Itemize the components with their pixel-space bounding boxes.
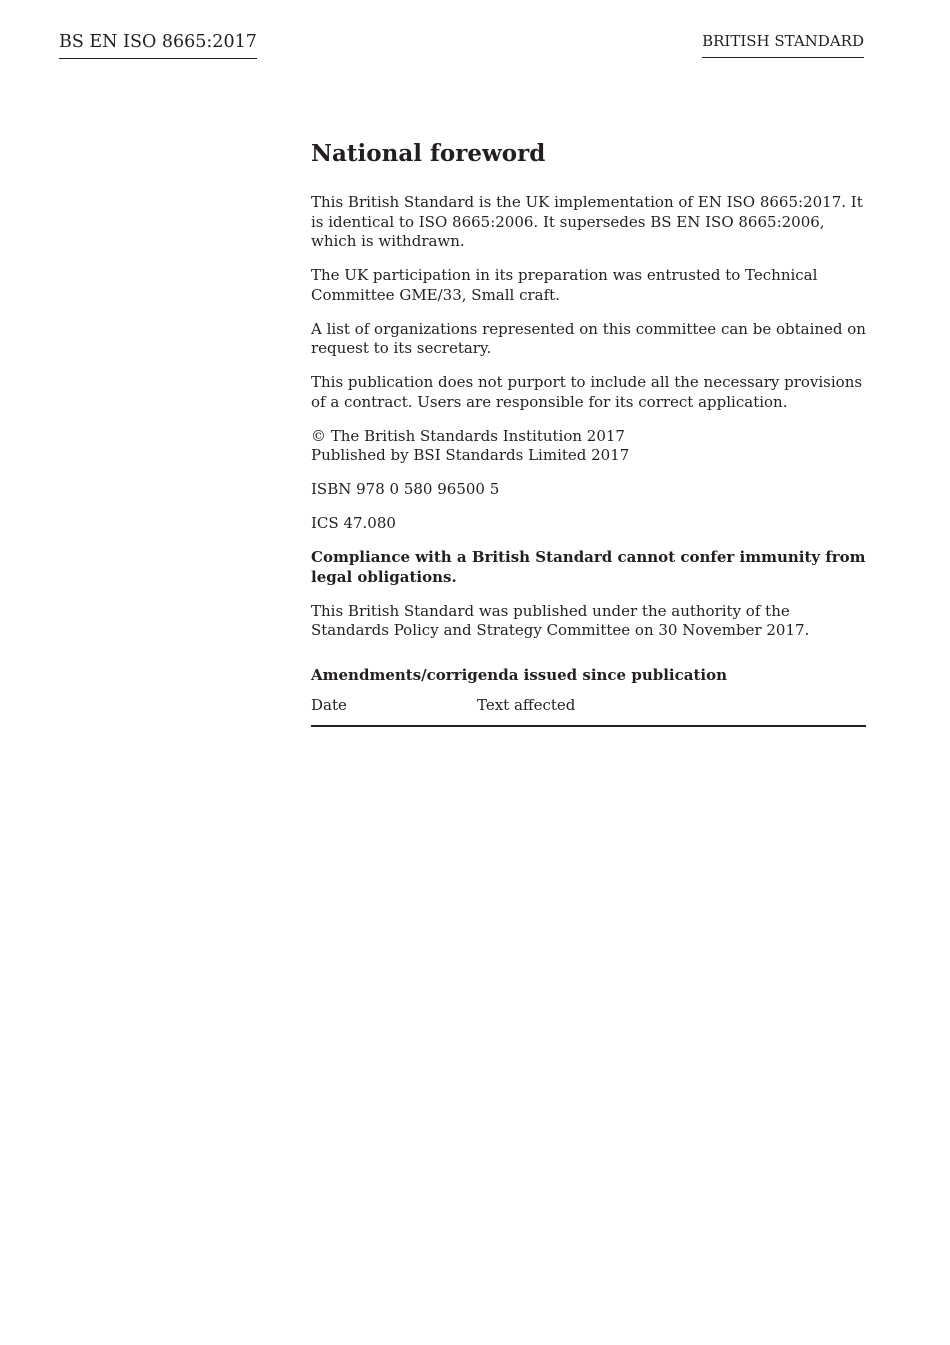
header-document-type: BRITISH STANDARD	[702, 31, 864, 58]
compliance-statement: Compliance with a British Standard cannot confer immunity from legal obligations.	[311, 548, 866, 586]
text-affected-column-header: Text affected	[477, 695, 576, 714]
implementation-paragraph: This British Standard is the UK implementation of EN ISO 8665:2017. It is identical to ISO 8665:2006. It supersedes BS EN ISO 8665:2006, which is withdrawn.	[311, 193, 863, 250]
amendments-title: Amendments/corrigenda issued since publication	[311, 665, 727, 684]
national-foreword-section	[311, 138, 866, 727]
copyright-line: © The British Standards Institution 2017	[311, 426, 625, 445]
contract-disclaimer-paragraph: This publication does not purport to include all the necessary provisions of a contract. Users are responsible for its correct application.	[311, 373, 863, 411]
page-title: National foreword	[311, 140, 546, 167]
participation-paragraph: The UK participation in its preparation was entrusted to Technical Committee GME/33, Small craft.	[311, 266, 818, 304]
header-document-id: BS EN ISO 8665:2017	[59, 30, 257, 59]
committee-list-paragraph: A list of organizations represented on this committee can be obtained on request to its secretary.	[311, 319, 866, 357]
amendments-table-header	[311, 695, 866, 727]
publisher-line: Published by BSI Standards Limited 2017	[311, 446, 630, 464]
date-column-header: Date	[311, 695, 347, 714]
ics-line: ICS 47.080	[311, 514, 396, 532]
authority-paragraph: This British Standard was published under the authority of the Standards Policy and Strategy Committee on 30 November 2017.	[311, 601, 810, 639]
copyright-block	[311, 427, 866, 466]
isbn-line: ISBN 978 0 580 96500 5	[311, 480, 500, 498]
